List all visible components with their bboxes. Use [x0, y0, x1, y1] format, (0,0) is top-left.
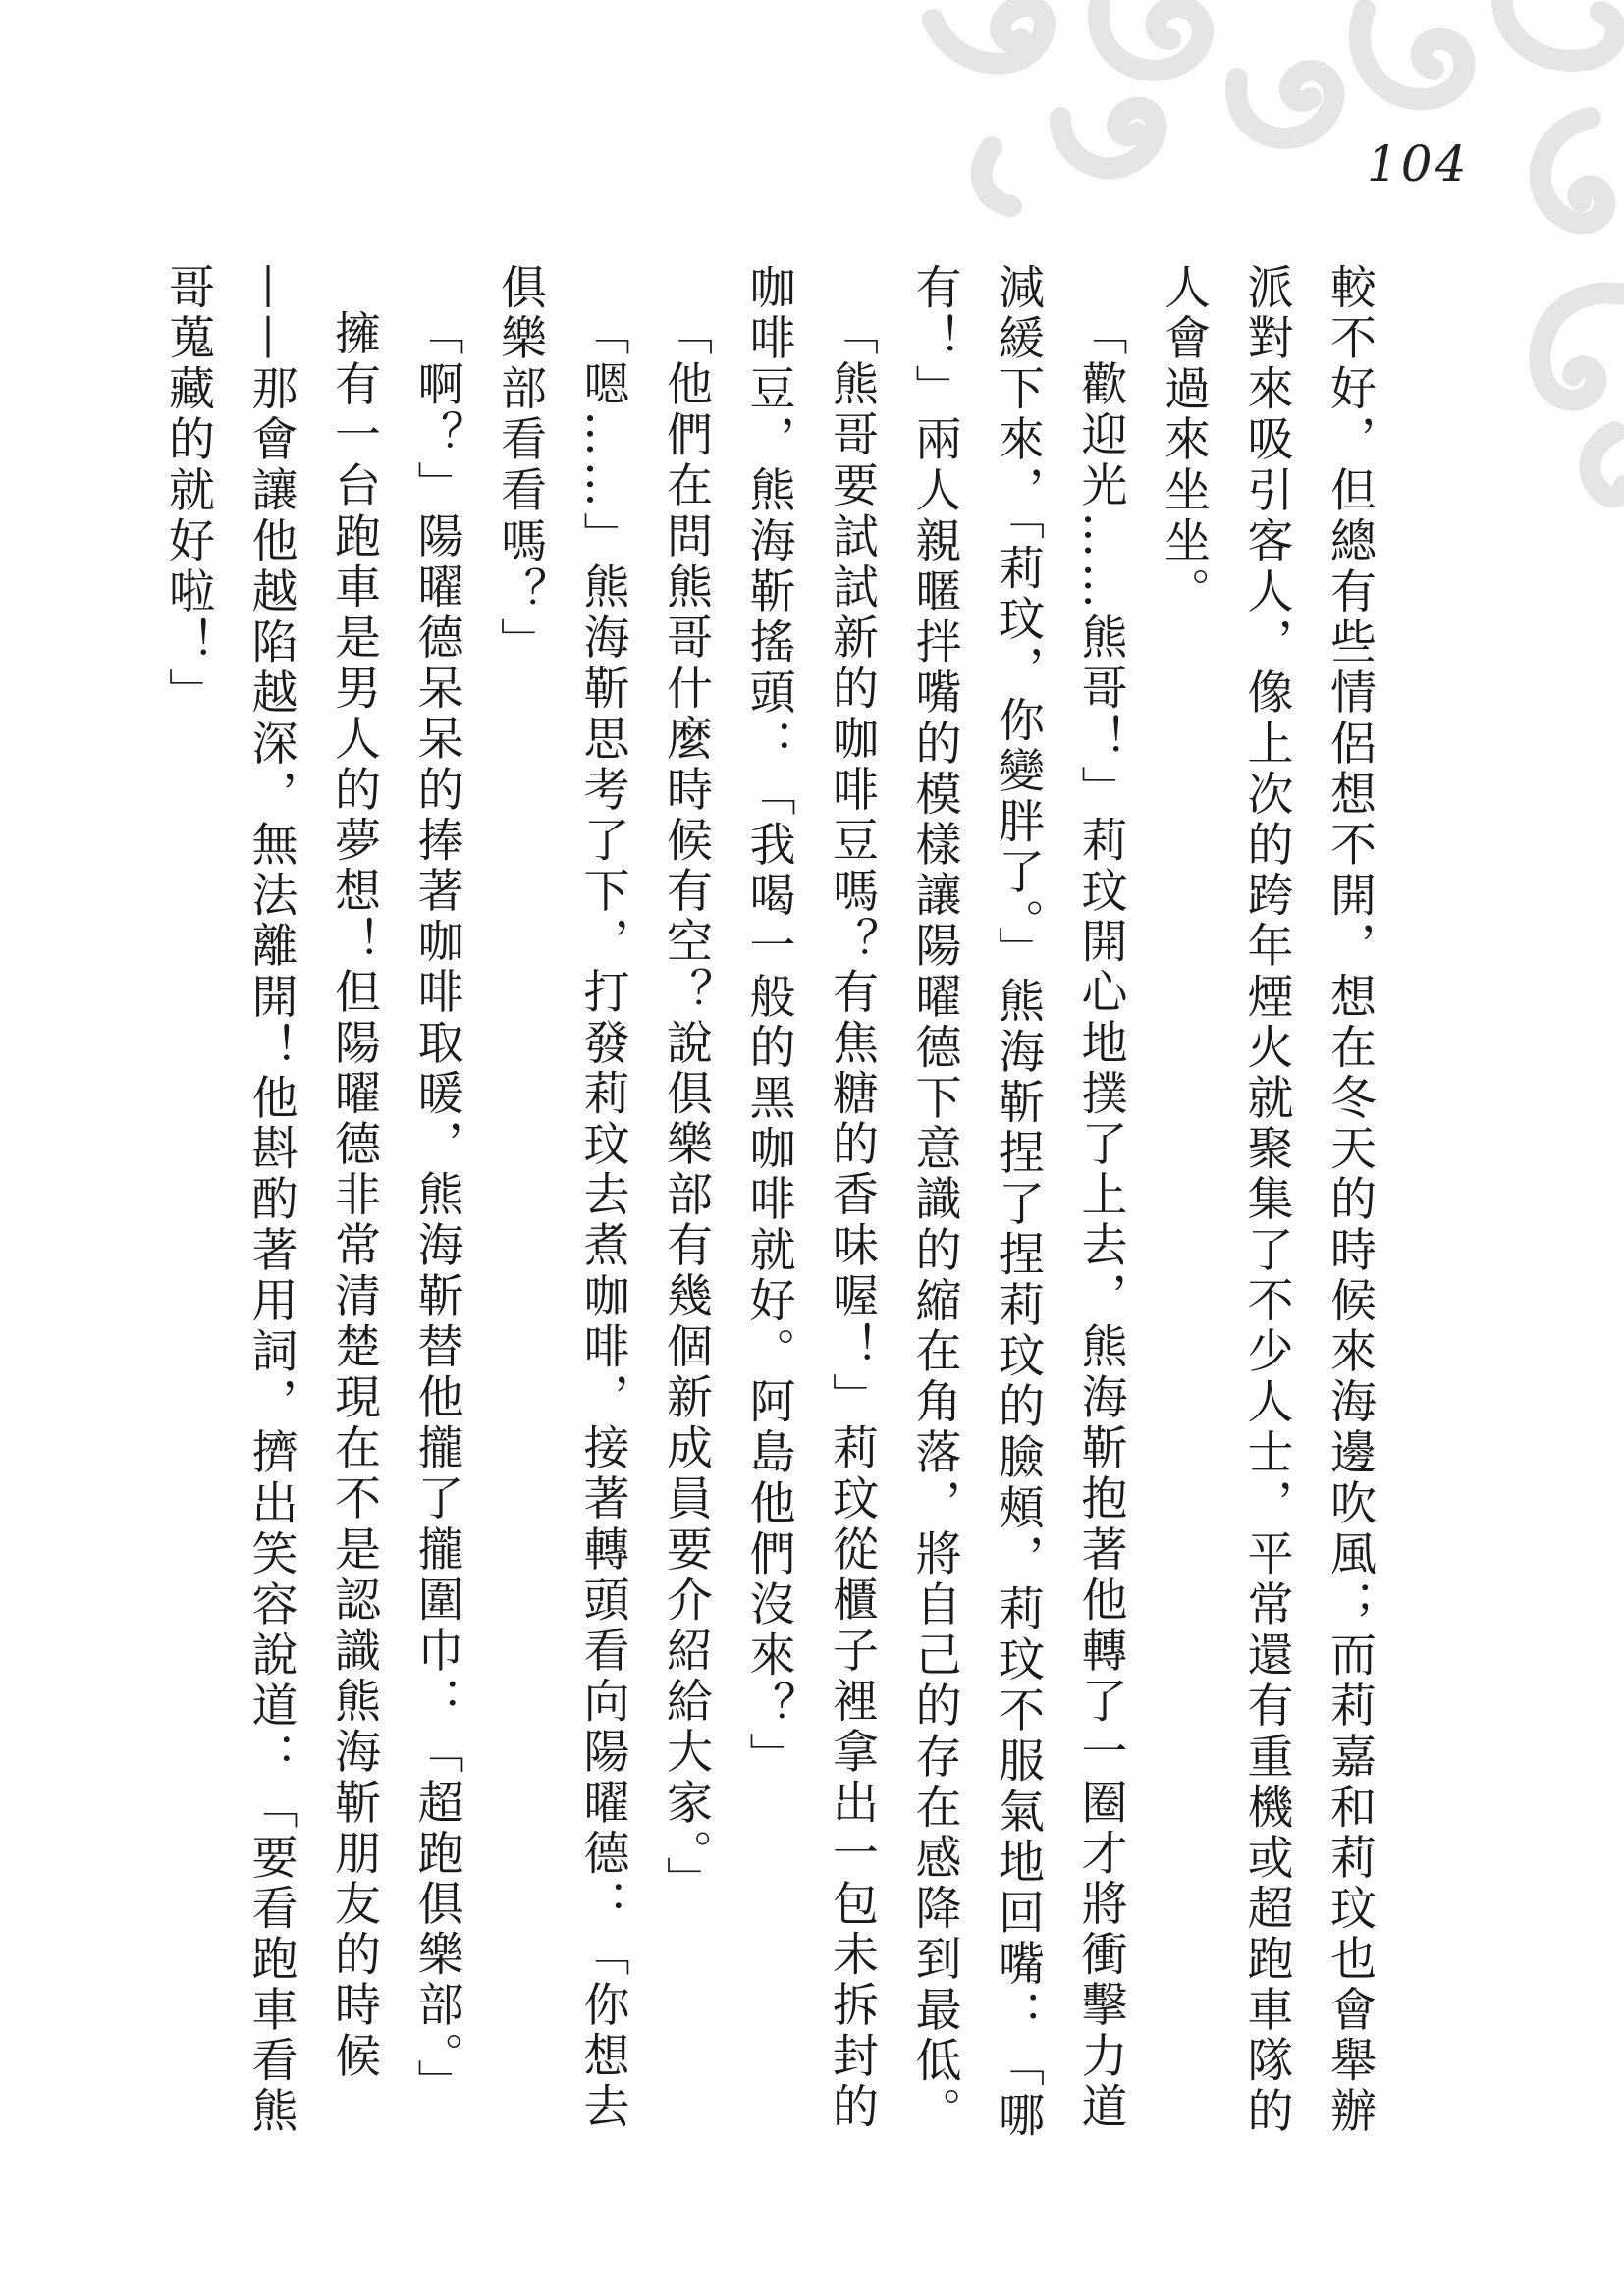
- page-number: 104: [1367, 135, 1470, 192]
- paragraph-5: 「嗯……」熊海靳思考了下，打發莉玟去煮咖啡，接著轉頭看向陽曜德：「你想去俱樂部看看嗎？」: [493, 263, 630, 2133]
- body-text: [146, 263, 1391, 2177]
- paragraph-3: 「熊哥要試試新的咖啡豆嗎？有焦糖的香味喔！」莉玟從櫃子裡拿出一包未拆封的咖啡豆，熊海靳搖頭：「我喝一般的黑咖啡就好。阿島他們沒來？」: [741, 263, 879, 2133]
- paragraph-2: 「歡迎光……熊哥！」莉玟開心地撲了上去，熊海靳抱著他轉了一圈才將衝擊力道減緩下來，「莉玟，你變胖了。」熊海靳捏了捏莉玟的臉頰，莉玟不服氣地回嘴：「哪有！」兩人親暱拌嘴的模樣讓陽曜德下意識的縮在角落，將自己的存在感降到最低。: [907, 263, 1128, 2142]
- paragraph-7: 擁有一台跑車是男人的夢想！但陽曜德非常清楚現在不是認識熊海靳朋友的時候——那會讓他越陷越深，無法離開！他斟酌著用詞，擠出笑容說道：「要看跑車看熊哥蒐藏的就好啦！」: [161, 263, 381, 2138]
- paragraph-6: 「啊？」陽曜德呆呆的捧著咖啡取暖，熊海靳替他攏了攏圍巾：「超跑俱樂部。」: [409, 309, 464, 2110]
- paragraph-1: 較不好，但總有些情侶想不開，想在冬天的時候來海邊吹風；而莉嘉和莉玟也會舉辦派對來吸引客人，像上次的跨年煙火就聚集了不少人士，平常還有重機或超跑車隊的人會過來坐坐。: [1157, 263, 1377, 2138]
- paragraph-4: 「他們在問熊哥什麼時候有空？說俱樂部有幾個新成員要介紹給大家。」: [659, 309, 713, 1907]
